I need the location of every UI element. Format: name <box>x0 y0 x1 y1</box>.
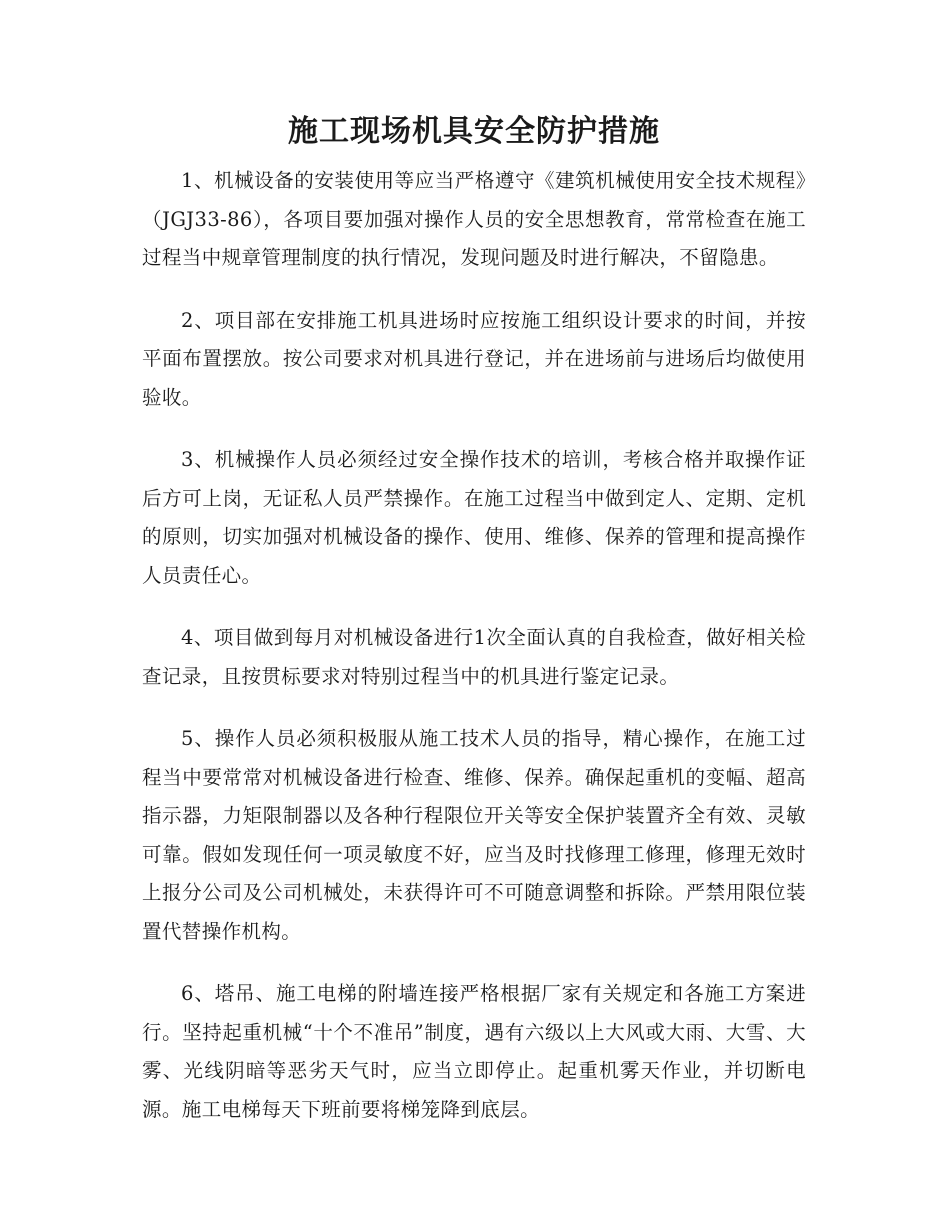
paragraph-4: 4、项目做到每月对机械设备进行1次全面认真的自我检查，做好相关检查记录，且按贯标要求对特别过程当中的机具进行鉴定记录。 <box>142 626 806 688</box>
paragraph-6: 6、塔吊、施工电梯的附墙连接严格根据厂家有关规定和各施工方案进行。坚持起重机械“十个不准吊”制度，遇有六级以上大风或大雨、大雪、大雾、光线阴暗等恶劣天气时，应当立即停止。起重机雾天作业，并切断电源。施工电梯每天下班前要将梯笼降到底层。 <box>142 982 806 1121</box>
document-title: 施工现场机具安全防护措施 <box>288 114 660 149</box>
paragraph-2: 2、项目部在安排施工机具进场时应按施工组织设计要求的时间，并按平面布置摆放。按公司要求对机具进行登记，并在进场前与进场后均做使用验收。 <box>142 308 806 409</box>
paragraph-5: 5、操作人员必须积极服从施工技术人员的指导，精心操作，在施工过程当中要常常对机械设备进行检查、维修、保养。确保起重机的变幅、超高指示器，力矩限制器以及各种行程限位开关等安全保护装置齐全有效、灵敏可靠。假如发现任何一项灵敏度不好，应当及时找修理工修理，修理无效时上报分公司及公司机械处，未获得许可不可随意调整和拆除。严禁用限位装置代替操作机构。 <box>142 727 806 943</box>
paragraph-3: 3、机械操作人员必须经过安全操作技术的培训，考核合格并取操作证后方可上岗，无证私人员严禁操作。在施工过程当中做到定人、定期、定机的原则，切实加强对机械设备的操作、使用、维修、保养的管理和提高操作人员责任心。 <box>142 448 806 587</box>
document-page <box>142 108 806 1153</box>
paragraph-1: 1、机械设备的安装使用等应当严格遵守《建筑机械使用安全技术规程》（JGJ33-86），各项目要加强对操作人员的安全思想教育，常常检查在施工过程当中规章管理制度的执行情况，发现问题及时进行解决，不留隐患。 <box>142 169 806 269</box>
